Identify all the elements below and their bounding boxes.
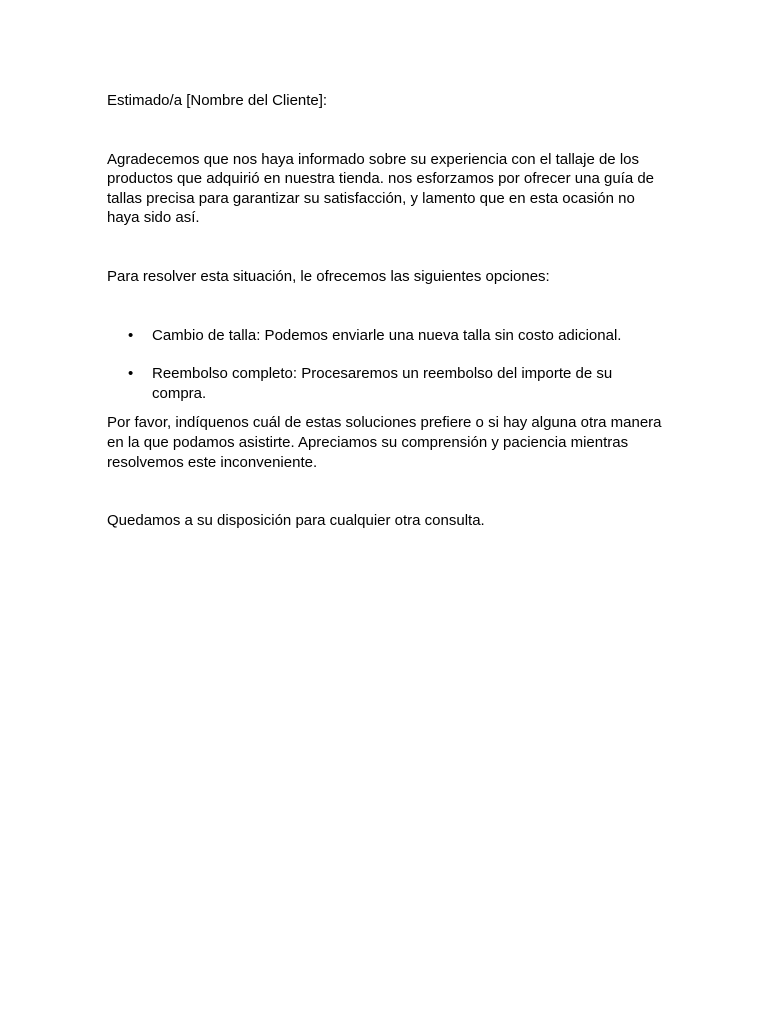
bullet-icon: • xyxy=(128,365,134,383)
greeting: Estimado/a [Nombre del Cliente]: xyxy=(107,92,328,109)
closing: Quedamos a su disposición para cualquier otra consulta. xyxy=(107,512,485,530)
paragraph-request: Por favor, indíquenos cuál de estas soluciones prefiere o si hay alguna otra manera en la que podamos asistirte. Apreciamos su comprensión y paciencia mientras resolvemos este inconveniente. xyxy=(107,414,662,471)
option-refund-text: Reembolso completo: Procesaremos un reembolso del importe de su compra. xyxy=(152,365,613,402)
list-item xyxy=(107,364,667,403)
list-item xyxy=(107,326,667,346)
option-exchange-text: Cambio de talla: Podemos enviarle una nueva talla sin costo adicional. xyxy=(152,326,622,344)
bullet-icon: • xyxy=(128,326,134,344)
paragraph-acknowledgement: Agradecemos que nos haya informado sobre su experiencia con el tallaje de los productos que adquirió en nuestra tienda. nos esforzamos por ofrecer una guía de tallas precisa para garantizar su satisfacción, y lamento que en esta ocasión no haya sido así. xyxy=(107,150,655,227)
options-list xyxy=(107,326,667,404)
paragraph-options-intro: Para resolver esta situación, le ofrecemos las siguientes opciones: xyxy=(107,267,550,285)
letter-body xyxy=(107,91,667,531)
